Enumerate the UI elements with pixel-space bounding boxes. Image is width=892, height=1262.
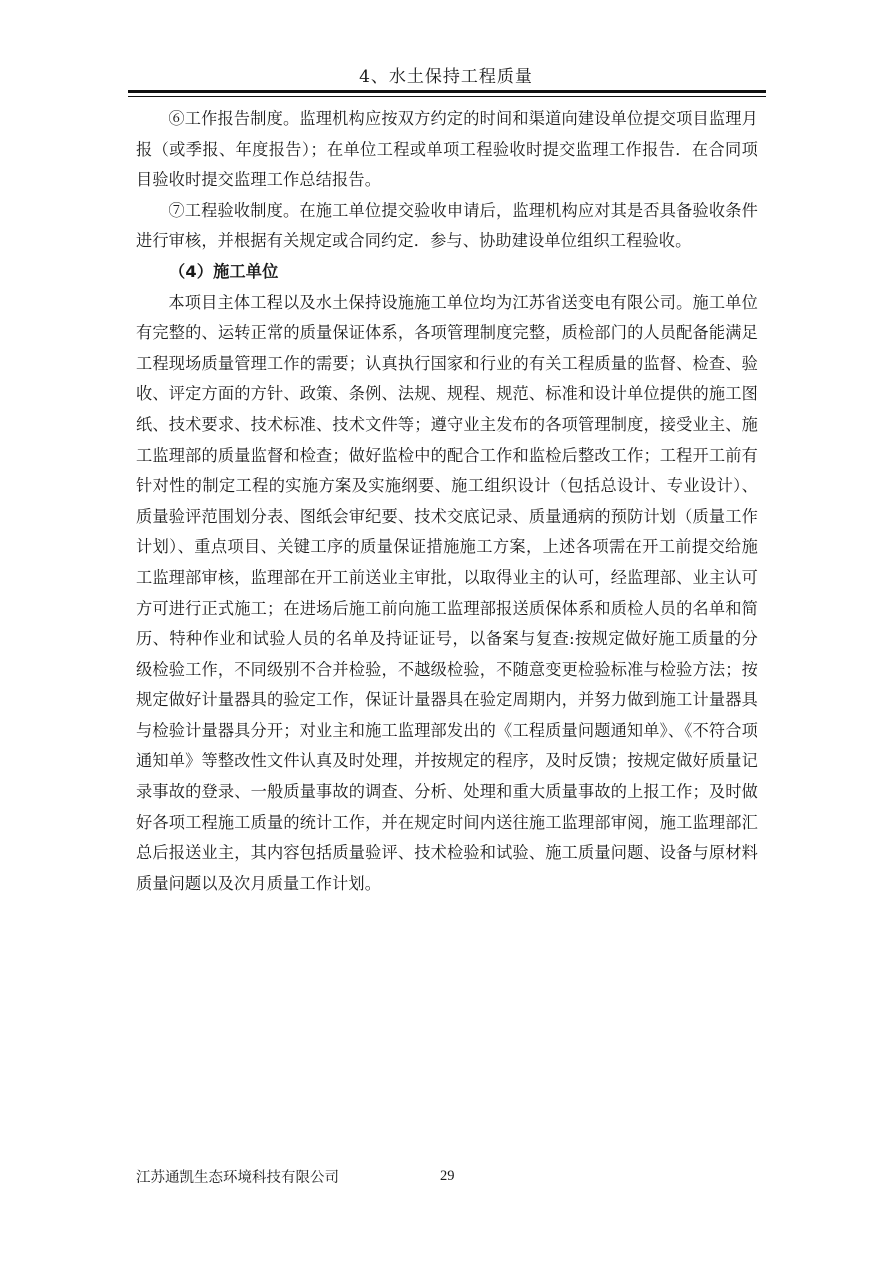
paragraph-work-report-system: ⑥工作报告制度。监理机构应按双方约定的时间和渠道向建设单位提交项目监理月报（或季报、年度报告）；在单位工程或单项工程验收时提交监理工作报告．在合同项目验收时提交监理工作总结报告。	[136, 109, 758, 190]
header-rule-thick	[128, 90, 766, 93]
header-rule-thin	[128, 96, 766, 97]
footer-company-name: 江苏通凯生态环境科技有限公司	[136, 1170, 339, 1186]
section-heading-construction-unit: （4）施工单位	[169, 261, 279, 281]
page-header-title: 4、水土保持工程质量	[359, 67, 533, 87]
paragraph-acceptance-system: ⑦工程验收制度。在施工单位提交验收申请后，监理机构应对其是否具备验收条件进行审核，并根据有关规定或合同约定．参与、协助建设单位组织工程验收。	[136, 200, 758, 251]
document-body	[136, 104, 758, 899]
paragraph-construction-unit: 本项目主体工程以及水土保持设施施工单位均为江苏省送变电有限公司。施工单位有完整的、运转正常的质量保证体系，各项管理制度完整，质检部门的人员配备能满足工程现场质量管理工作的需要；认真执行国家和行业的有关工程质量的监督、检查、验收、评定方面的方针、政策、条例、法规、规程、规范、标准和设计单位提供的施工图纸、技术要求、技术标准、技术文件等；遵守业主发布的各项管理制度，接受业主、施工监理部的质量监督和检查；做好监检中的配合工作和监检后整改工作；工程开工前有针对性的制定工程的实施方案及实施纲要、施工组织设计（包括总设计、专业设计）、质量验评范围划分表、图纸会审纪要、技术交底记录、质量通病的预防计划（质量工作计划）、重点项目、关键工序的质量保证措施施工方案，上述各项需在开工前提交给施工监理部审核，监理部在开工前送业主审批，以取得业主的认可，经监理部、业主认可方可进行正式施工；在进场后施工前向施工监理部报送质保体系和质检人员的名单和简历、特种作业和试验人员的名单及持证证号，以备案与复查:按规定做好施工质量的分级检验工作，不同级别不合并检验，不越级检验，不随意变更检验标准与检验方法；按规定做好计量器具的验定工作，保证计量器具在验定周期内，并努力做到施工计量器具与检验计量器具分开；对业主和施工监理部发出的《工程质量问题通知单》、《不符合项通知单》等整改性文件认真及时处理，并按规定的程序，及时反馈；按规定做好质量记录事故的登录、一般质量事故的调查、分析、处理和重大质量事故的上报工作；及时做好各项工程施工质量的统计工作，并在规定时间内送往施工监理部审阅，施工监理部汇总后报送业主，其内容包括质量验评、技术检验和试验、施工质量问题、设备与原材料质量问题以及次月质量工作计划。	[136, 292, 758, 893]
footer-page-number: 29	[440, 1168, 455, 1184]
